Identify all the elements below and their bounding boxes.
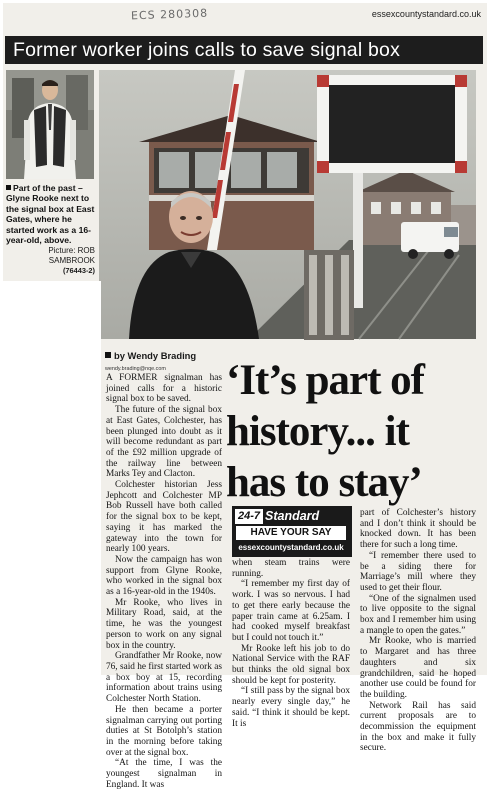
byline-mark: [105, 352, 111, 358]
credit-code: (76443-2): [62, 266, 95, 275]
paragraph: “I still pass by the signal box nearly every single day,” he said. “I think it should be kept. It is: [232, 686, 350, 729]
paragraph: when steam trains were running.: [232, 558, 350, 579]
paragraph: Now the campaign has won support from Glyne Rooke, who worked in the signal box as a 16-year-old in the 1940s.: [106, 554, 222, 598]
byline-email: wendy.brading@nqe.com: [105, 366, 166, 372]
paragraph: “One of the signalmen used to live opposite to the signal box and I remember him using a mangle to open the gates.”: [360, 593, 476, 636]
caption-bullet: [6, 185, 11, 190]
newspaper-clipping: [3, 3, 487, 790]
article-column-1: [106, 373, 222, 790]
headline-line-1: ‘It’s part of: [226, 357, 424, 404]
promo-brand: [235, 509, 347, 524]
paragraph: Mr Rooke left his job to do National Service with the RAF but thinks the old signal box should be kept for posterity.: [232, 643, 350, 686]
main-photo: [99, 70, 476, 339]
byline-name: by Wendy Brading: [114, 350, 197, 361]
paragraph: A FORMER signalman has joined calls for a historic signal box to be saved.: [106, 373, 222, 405]
promo-url: essexcountystandard.co.uk: [238, 543, 344, 552]
paragraph: He then became a porter signalman carrying out porting duties at St Botolph’s station in the morning before taking over at the signal box.: [106, 704, 222, 758]
photo-caption: [6, 183, 96, 245]
byline: [105, 346, 215, 372]
handwritten-note: ECS 280308: [130, 6, 209, 23]
paragraph: The future of the signal box at East Gates, Colchester, has been plunged into doubt as it will become redundant as part of the £92 million upgrade of the railway line between Marks Tey and Clacton.: [106, 405, 222, 480]
photo-credit: [35, 246, 95, 276]
paragraph: “I remember my first day of work. I was so nervous. I had to get there early because the paper train came at 6.25am. I had cooked myself breakfast but I could not touch it.”: [232, 579, 350, 643]
headline: [226, 355, 484, 508]
paragraph: Grandfather Mr Rooke, now 76, said he first started work as a box boy at 15, recording information about trains using Colchester North Station.: [106, 651, 222, 705]
paragraph: “I remember there used to be a siding there for Marriage’s mill where they used to get their flour.: [360, 550, 476, 593]
paragraph: part of Colchester’s history and I don’t think it should be knocked down. It has been there for such a long time.: [360, 508, 476, 551]
headline-line-2: history... it: [226, 408, 409, 455]
credit-line-1: Picture: ROB: [48, 246, 95, 255]
article-banner: Former worker joins calls to save signal box: [5, 36, 483, 64]
paragraph: Network Rail has said current proposals are to decommission the equipment in the box and make it fully secure.: [360, 700, 476, 754]
have-your-say-promo[interactable]: [232, 506, 352, 557]
paragraph: “At the time, I was the youngest signalman in England. It was: [106, 758, 222, 790]
promo-standard-logo: Standard: [265, 509, 320, 523]
caption-text: Part of the past – Glyne Rooke next to the signal box at East Gates, where he started work as a 16-year-old, above.: [6, 183, 95, 246]
site-url: essexcountystandard.co.uk: [371, 9, 481, 19]
paragraph: Mr Rooke, who lives in Military Road, said, at the time, he was the youngest person to work on any signal box in the country.: [106, 597, 222, 651]
headline-line-3: has to stay’: [226, 459, 422, 506]
paragraph: Colchester historian Jess Jephcott and Colchester MP Bob Russell have both called for the signal box to be kept, saying it has marked the gateway into the town for nearly 100 years.: [106, 480, 222, 555]
paragraph: Mr Rooke, who is married to Margaret and has three daughters and six grandchildren, said he hoped another use could be found for the building.: [360, 636, 476, 700]
promo-247-logo: 24-7: [235, 509, 263, 524]
inset-portrait-photo: [6, 70, 94, 179]
article-column-2: [232, 558, 350, 729]
credit-line-2: SAMBROOK: [48, 256, 95, 265]
promo-cta: HAVE YOUR SAY: [236, 526, 346, 540]
article-column-3: [360, 508, 476, 754]
blank-margin: [3, 281, 101, 681]
